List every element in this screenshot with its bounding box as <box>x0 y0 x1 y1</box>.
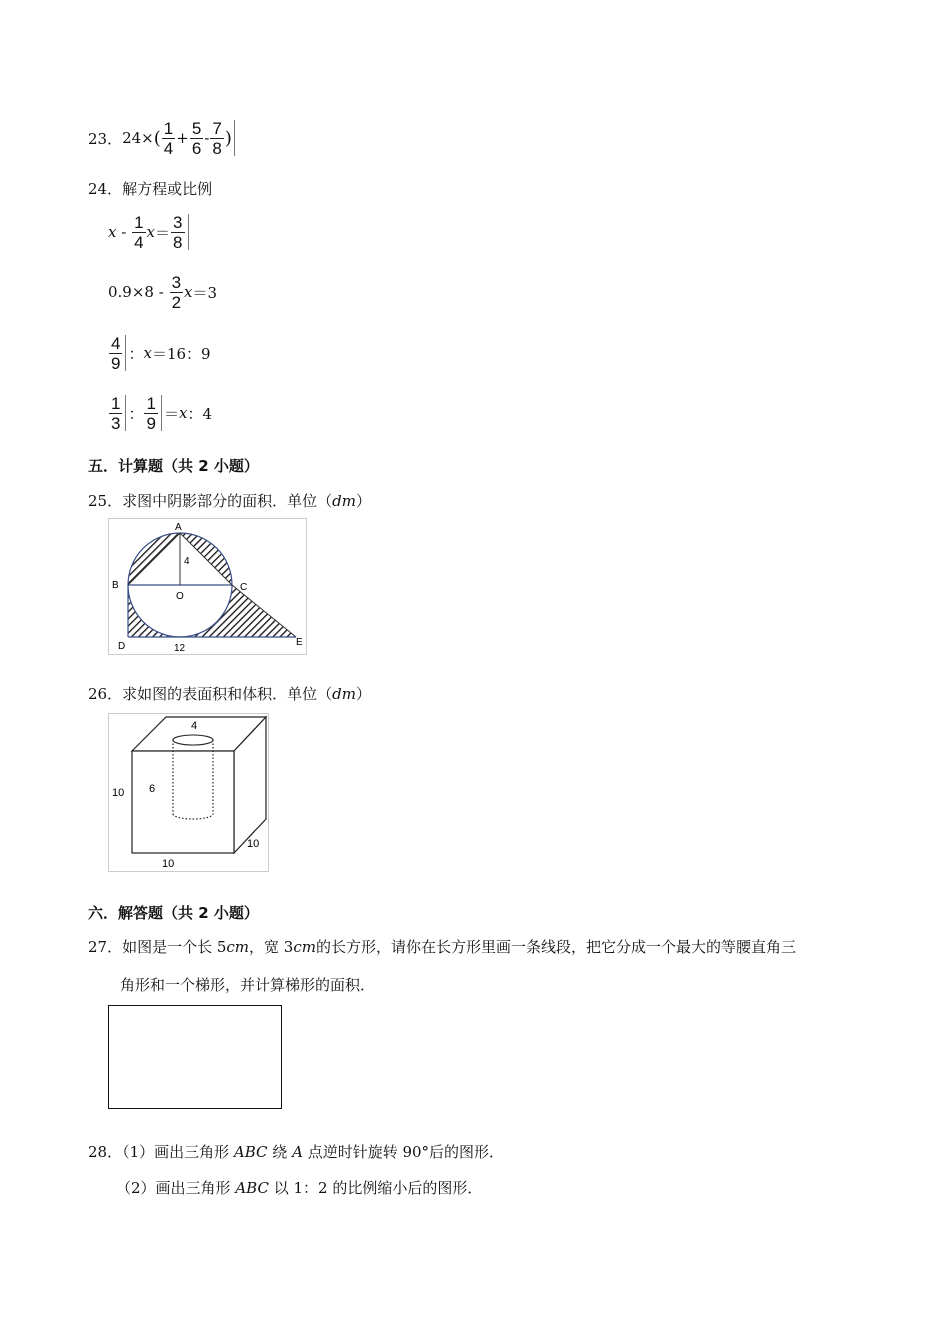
q25-label-e: E <box>296 637 303 648</box>
q24-eq4-fraction-1: $\frac{1}{3}$ <box>111 393 121 433</box>
q23-image-edge <box>234 120 235 156</box>
q28-line1: 28．（1）画出三角形 ABC 绕 A 点逆时针旋转 90°后的图形． <box>88 1143 505 1161</box>
q26-figure <box>108 713 270 873</box>
q24-title-line <box>88 178 212 199</box>
q23-fraction-2: $\frac{5}{6}$ <box>191 118 202 158</box>
q26-label-depth: 10 <box>247 838 260 850</box>
q25-text: 25．求图中阴影部分的面积．单位（dm） <box>88 492 371 510</box>
q25-label-o: O <box>176 591 184 602</box>
q23-close-paren: ) <box>224 127 232 149</box>
q24-eq1-fraction: $\frac{1}{4}$ <box>134 212 144 252</box>
q26-text: 26．求如图的表面积和体积．单位（dm） <box>88 685 371 703</box>
q23-op-minus: - <box>204 129 210 147</box>
q25-label-base: 12 <box>174 643 186 654</box>
q25-figure <box>108 518 308 656</box>
q26-label-cylinder-height: 6 <box>149 783 156 795</box>
q23-prefix: 24× <box>122 129 154 147</box>
section-6-title: 六．解答题（共 2 小题） <box>88 904 259 922</box>
q24-eq4-fraction-2: $\frac{1}{9}$ <box>146 393 156 433</box>
q26-label-bottom: 10 <box>162 858 175 870</box>
q24-eq4: $\frac{1}{3}$ ： $\frac{1}{9}$ ＝ x ：4 <box>111 393 212 433</box>
q25-label-b: B <box>112 580 119 591</box>
q24-eq2: 0.9×8 - $\frac{3}{2}$ x ＝3 <box>108 272 218 312</box>
q27-line1: 27．如图是一个长 5cm，宽 3cm的长方形，请你在长方形里画一条线段，把它分成一个最大的等腰直角三 <box>88 938 796 956</box>
q23-fraction-1: $\frac{1}{4}$ <box>163 118 174 158</box>
q24-eq3-fraction: $\frac{4}{9}$ <box>111 333 121 373</box>
q28-line2: （2）画出三角形 ABC 以 1：2 的比例缩小后的图形． <box>116 1179 483 1197</box>
q24-eq3: $\frac{4}{9}$ ： x ＝16：9 <box>111 333 211 373</box>
q23-open-paren: ( <box>153 127 161 149</box>
q26-cube-front <box>132 751 234 853</box>
q24-eq1-rhs-fraction: $\frac{3}{8}$ <box>173 212 183 252</box>
q24-eq1: x - $\frac{1}{4}$ x ＝ $\frac{3}{8}$ <box>108 212 191 252</box>
q25-label-d: D <box>118 641 126 652</box>
q24-eq2-fraction: $\frac{3}{2}$ <box>171 272 182 312</box>
q23-number: 23． <box>88 129 123 148</box>
q27-line2: 角形和一个梯形，并计算梯形的面积． <box>120 976 376 994</box>
q24-number: 24． <box>88 180 123 198</box>
q24-title: 解方程或比例 <box>122 180 213 198</box>
q25-label-radius: 4 <box>184 556 190 567</box>
q23 <box>88 118 237 158</box>
q26-label-top: 4 <box>191 720 198 732</box>
q23-op-plus: + <box>176 129 189 147</box>
q23-fraction-3: $\frac{7}{8}$ <box>212 118 222 158</box>
q26-label-left: 10 <box>112 787 125 799</box>
q26-cylinder-top <box>173 735 213 745</box>
q25-label-c: C <box>240 582 248 593</box>
q27-rectangle <box>108 1005 282 1109</box>
section-5-title: 五．计算题（共 2 小题） <box>88 457 259 475</box>
q25-label-a: A <box>175 522 182 533</box>
